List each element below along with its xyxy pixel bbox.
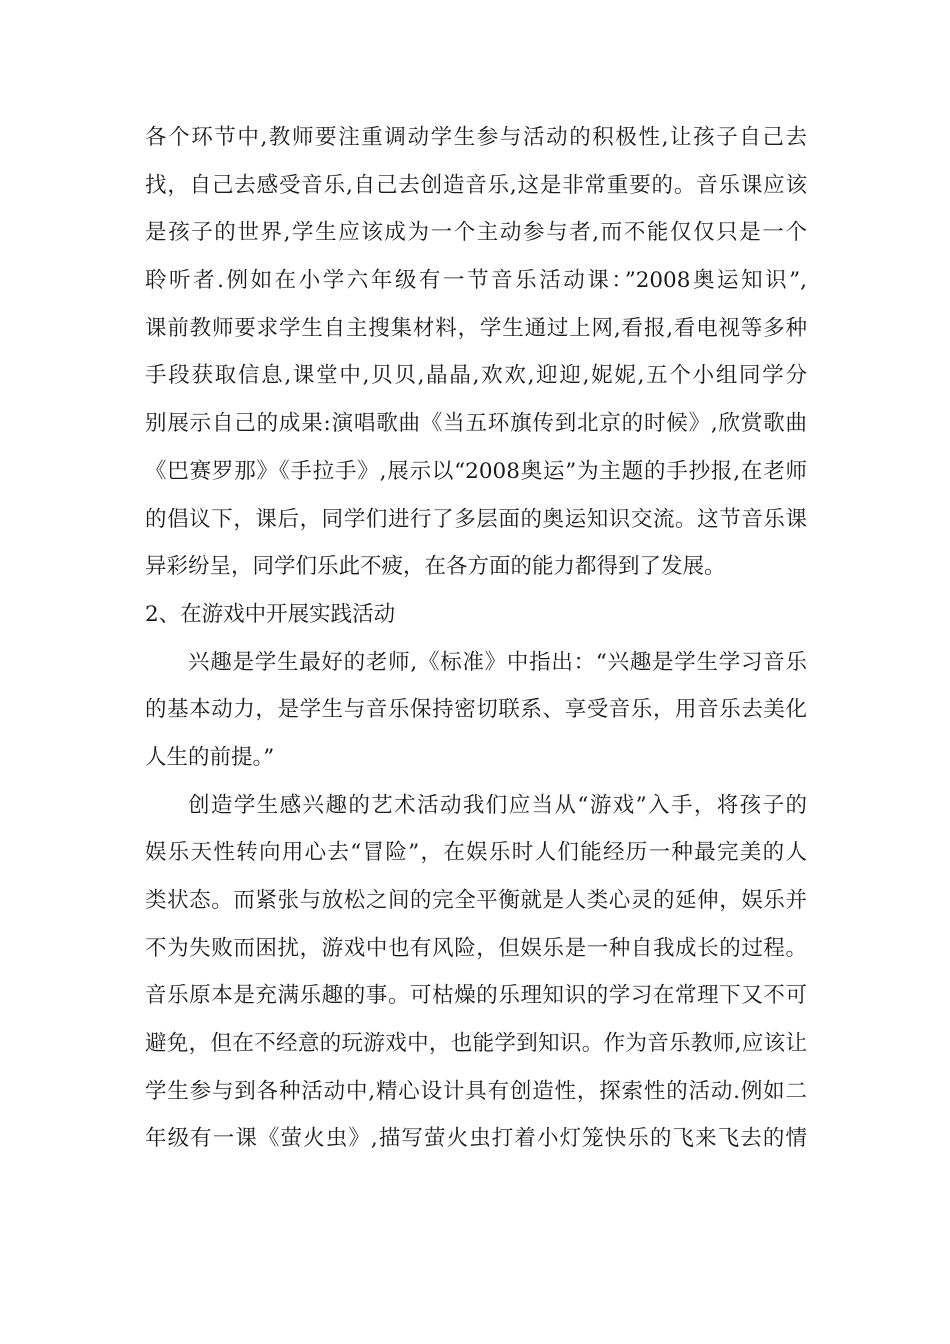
body-text: [145, 114, 807, 1163]
text-line: 是孩子的世界,学生应该成为一个主动参与者,而不能仅仅只是一个: [145, 220, 807, 246]
text-line: 人生的前提。”: [145, 744, 275, 770]
text-line: 创造学生感兴趣的艺术活动我们应当从“游戏”入手，将孩子的: [188, 792, 807, 818]
text-line: 避免，但在不经意的玩游戏中，也能学到知识。作为音乐教师,应该让: [145, 1031, 807, 1057]
text-line: 课前教师要求学生自主搜集材料，学生通过上网,看报,看电视等多种: [145, 315, 807, 341]
text-line: 不为失败而困扰，游戏中也有风险，但娱乐是一种自我成长的过程。: [145, 935, 807, 961]
text-line: 异彩纷呈，同学们乐此不疲，在各方面的能力都得到了发展。: [145, 554, 726, 580]
text-line: 别展示自己的成果:演唱歌曲《当五环旗传到北京的时候》,欣赏歌曲: [145, 411, 807, 437]
text-line: 各个环节中,教师要注重调动学生参与活动的积极性,让孩子自己去: [145, 125, 807, 150]
text-line: 《巴赛罗那》《手拉手》,展示以“2008奥运”为主题的手抄报,在老师: [145, 458, 807, 484]
text-line: 音乐原本是充满乐趣的事。可枯燥的乐理知识的学习在常理下又不可: [145, 983, 807, 1009]
text-line: 学生参与到各种活动中,精心设计具有创造性，探索性的活动.例如二: [145, 1078, 807, 1104]
text-line: 手段获取信息,课堂中,贝贝,晶晶,欢欢,迎迎,妮妮,五个小组同学分: [145, 363, 807, 389]
text-line: 年级有一课《萤火虫》,描写萤火虫打着小灯笼快乐的飞来飞去的情: [145, 1126, 807, 1152]
text-line: 的倡议下，课后，同学们进行了多层面的奥运知识交流。这节音乐课: [145, 506, 807, 532]
text-line: 类状态。而紧张与放松之间的完全平衡就是人类心灵的延伸，娱乐并: [145, 888, 807, 913]
text-line: 找，自己去感受音乐,自己去创造音乐,这是非常重要的。音乐课应该: [145, 172, 807, 198]
text-line: 兴趣是学生最好的老师,《标准》中指出：“兴趣是学生学习音乐: [188, 649, 807, 675]
text-line: 娱乐天性转向用心去“冒险”，在娱乐时人们能经历一种最完美的人: [145, 840, 807, 866]
section-heading: 2、在游戏中开展实践活动: [145, 601, 396, 627]
text-line: 的基本动力，是学生与音乐保持密切联系、享受音乐，用音乐去美化: [145, 697, 807, 723]
text-line: 聆听者.例如在小学六年级有一节音乐活动课：”2008奥运知识”,: [145, 268, 807, 294]
